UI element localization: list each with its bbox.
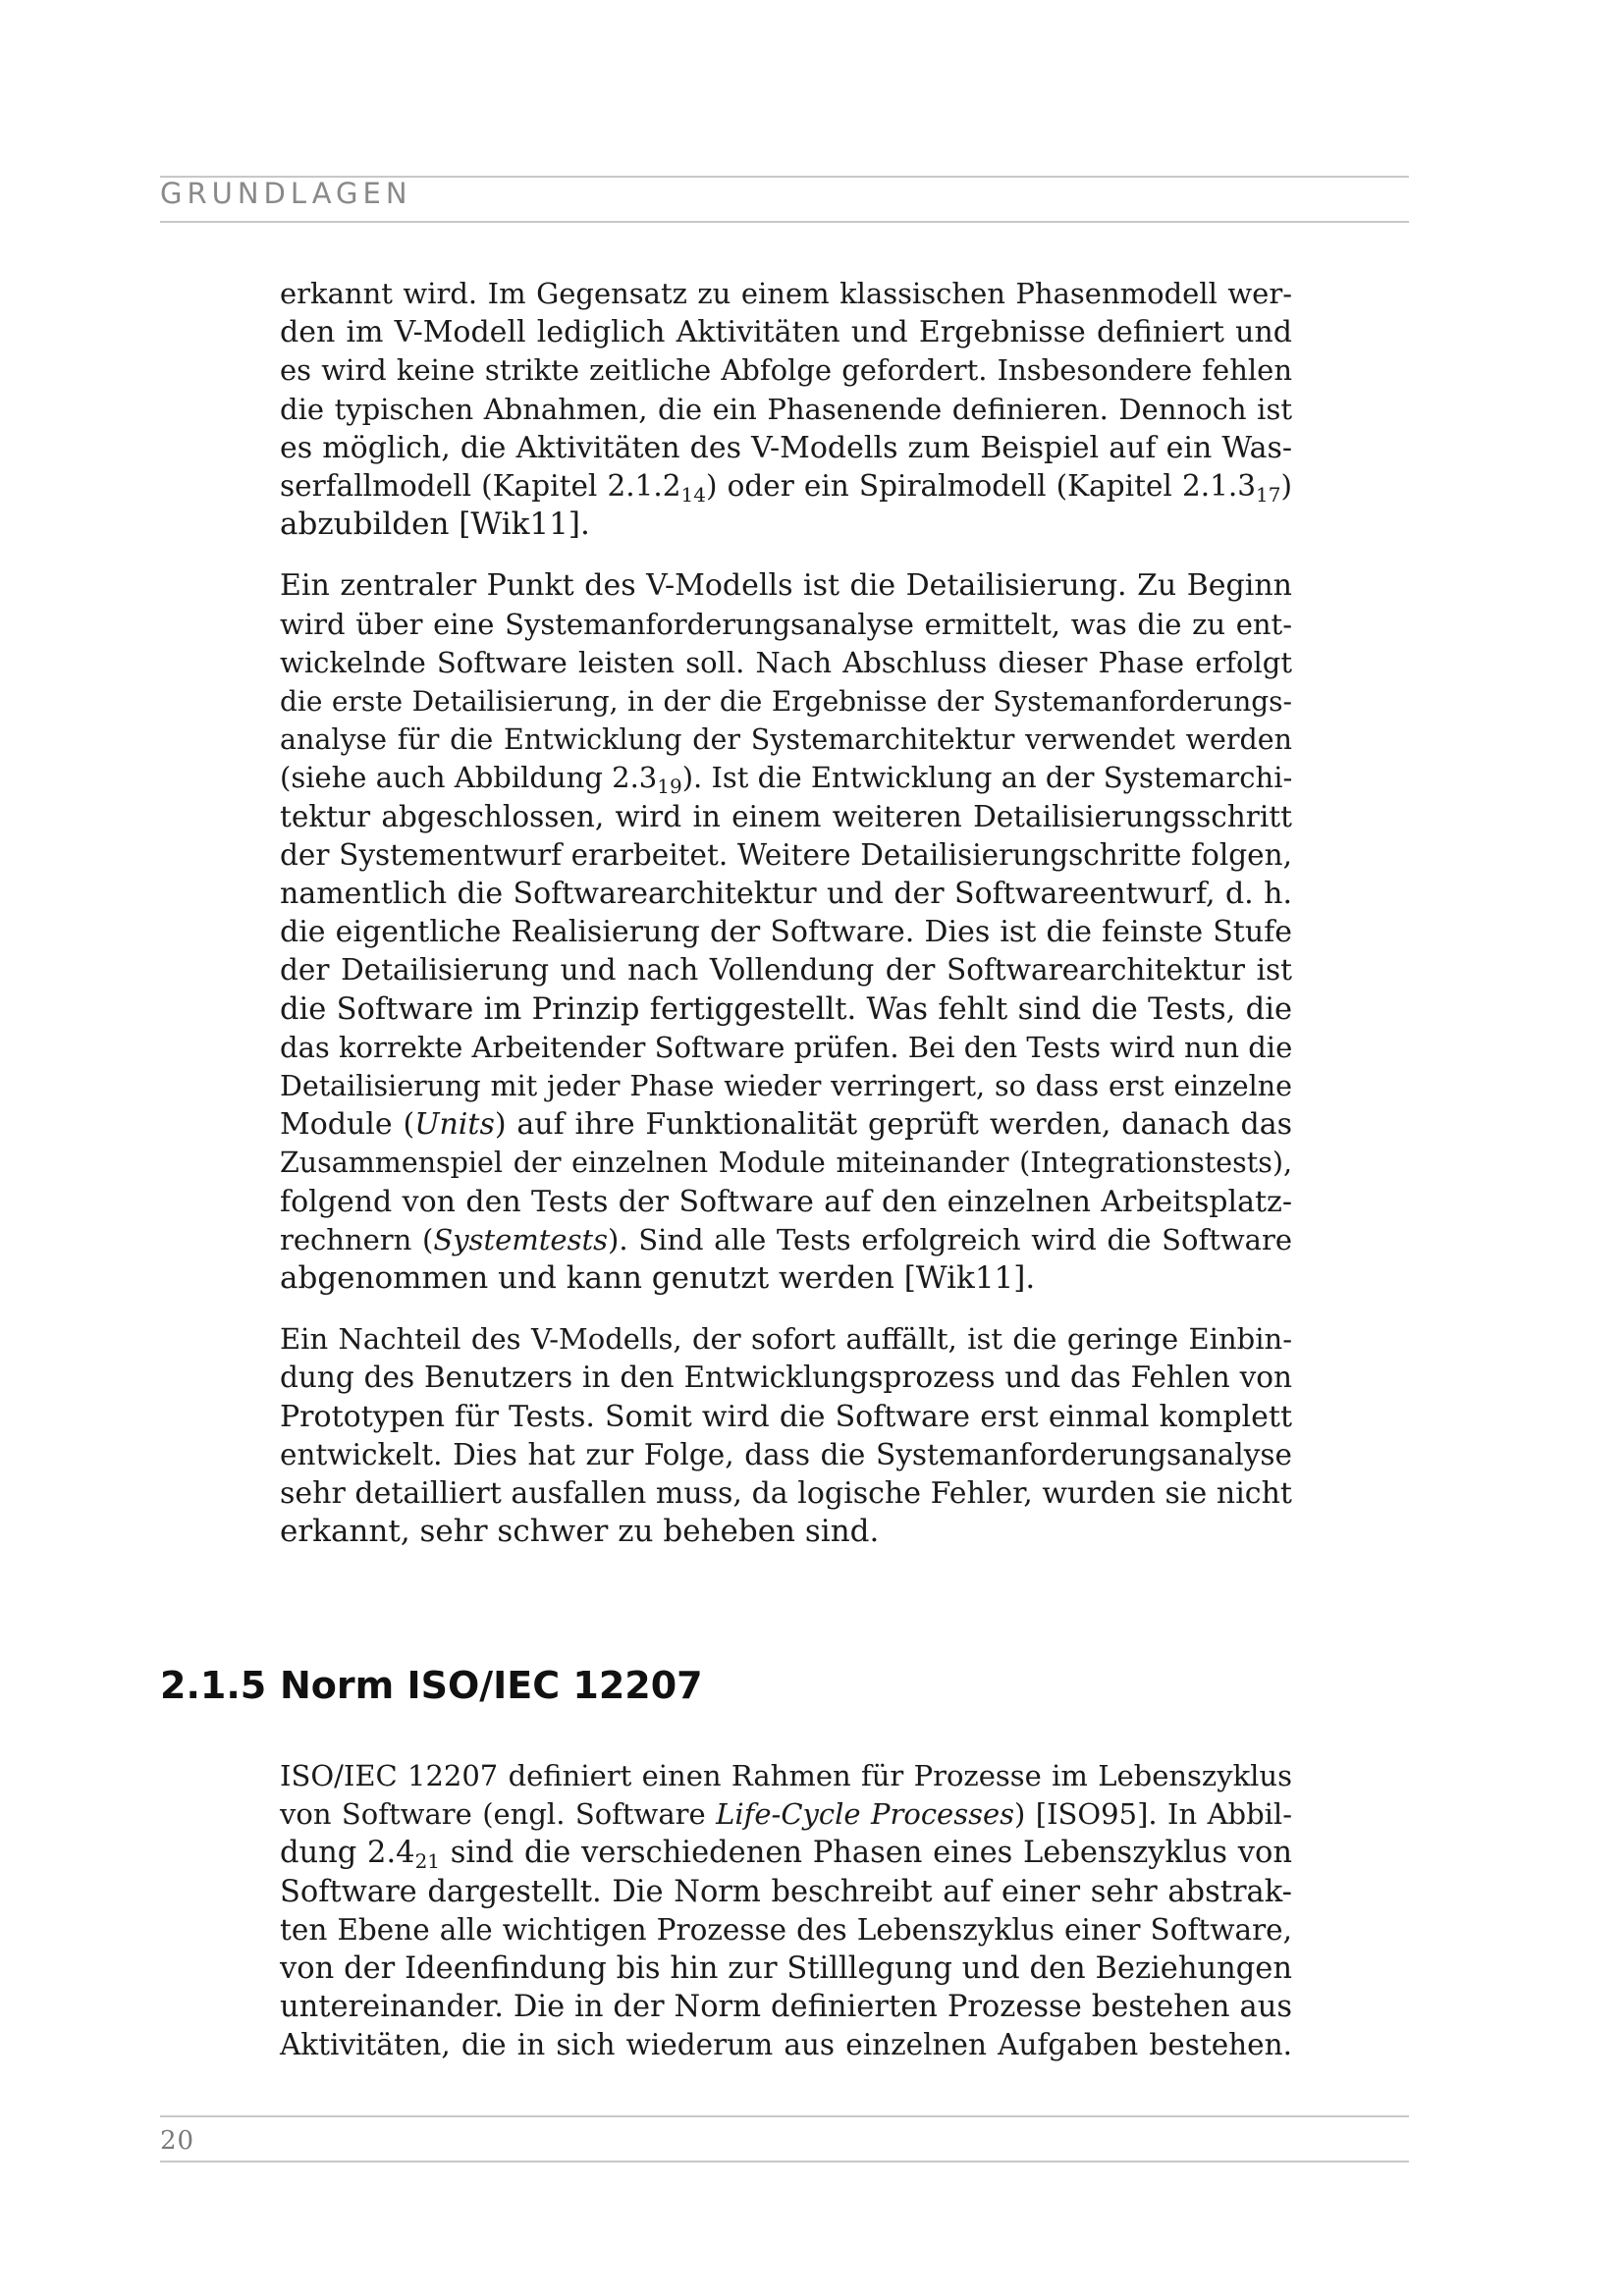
- text-line: sehr detailliert ausfallen muss, da logische Fehler, wurden sie nicht: [280, 1476, 1292, 1512]
- text-line: es wird keine strikte zeitliche Abfolge gefordert. Insbesondere fehlen: [280, 353, 1292, 388]
- text-fragment: Module (: [280, 1107, 415, 1143]
- text-line: erkannt, sehr schwer zu beheben sind.: [280, 1514, 880, 1550]
- text-line: ten Ebene alle wichtigen Prozesse des Lebenszyklus einer Software,: [280, 1912, 1292, 1947]
- text-line: die Software im Prinzip fertiggestellt. Was fehlt sind die Tests, die: [280, 991, 1292, 1027]
- emphasis: Systemtests: [433, 1222, 609, 1256]
- text-line: das korrekte Arbeitender Software prüfen. Bei den Tests wird nun die: [280, 1030, 1293, 1064]
- text-fragment: serfallmodell (Kapitel 2.1.2: [280, 469, 681, 504]
- text-line: namentlich die Softwarearchitektur und der Softwareentwurf, d. h.: [280, 877, 1292, 912]
- text-line: [280, 1834, 1292, 1872]
- text-line: Zusammenspiel der einzelnen Module miteinander (Integrationstests),: [280, 1147, 1292, 1180]
- text-line: Ein zentraler Punkt des V-Modells ist die Detailisierung. Zu Beginn: [280, 568, 1292, 604]
- text-line: erkannt wird. Im Gegensatz zu einem klassischen Phasenmodell wer-: [280, 277, 1292, 310]
- footer-top-rule: [160, 2115, 1409, 2117]
- page-number: 20: [160, 2126, 195, 2156]
- text-fragment: rechnern (: [280, 1222, 434, 1256]
- running-header: GRUNDLAGEN: [160, 177, 412, 210]
- text-line: Prototypen für Tests. Somit wird die Software erst einmal komplett: [280, 1399, 1292, 1434]
- text-fragment: ). Ist die Entwicklung an der Systemarchi-: [681, 761, 1293, 795]
- footer-bottom-rule: [160, 2161, 1409, 2163]
- text-line: [280, 1105, 1292, 1144]
- text-fragment: ): [1280, 469, 1292, 504]
- text-line: [280, 1795, 1292, 1834]
- text-line: Aktivitäten, die in sich wiederum aus einzelnen Aufgaben bestehen.: [280, 2028, 1292, 2062]
- page-reference: 14: [680, 483, 706, 507]
- text-line: Detailisierung mit jeder Phase wieder verringert, so dass erst einzelne: [280, 1070, 1292, 1103]
- text-fragment: (siehe auch Abbildung 2.3: [280, 761, 658, 795]
- text-line: untereinander. Die in der Norm definierten Prozesse bestehen aus: [280, 1990, 1292, 2025]
- text-line: dung des Benutzers in den Entwicklungsprozess und das Fehlen von: [280, 1361, 1292, 1395]
- text-line: die erste Detailisierung, in der die Ergebnisse der Systemanforderungs-: [280, 685, 1292, 719]
- text-fragment: ) oder ein Spiralmodell (Kapitel 2.1.3: [705, 469, 1257, 504]
- page-reference: 21: [414, 1849, 441, 1874]
- section-heading: [160, 1664, 703, 1707]
- text-fragment: sind die verschiedenen Phasen eines Lebenszyklus von: [440, 1836, 1292, 1871]
- emphasis: Units: [414, 1107, 495, 1143]
- emphasis: Life-Cycle Processes: [716, 1797, 1015, 1832]
- page-reference: 19: [657, 774, 682, 799]
- text-line: wird über eine Systemanforderungsanalyse ermittelt, was die zu ent-: [280, 607, 1292, 641]
- text-line: ISO/IEC 12207 definiert einen Rahmen für Prozesse im Lebenszyklus: [280, 1759, 1292, 1792]
- paragraph-2: [280, 566, 1292, 1298]
- text-line: den im V-Modell lediglich Aktivitäten und Ergebnisse definiert und: [280, 315, 1292, 350]
- text-line: folgend von den Tests der Software auf den einzelnen Arbeitsplatz-: [280, 1184, 1292, 1219]
- paragraph-1: [280, 275, 1292, 544]
- text-line: abzubilden [Wik11].: [280, 507, 590, 543]
- text-line: [280, 759, 1292, 797]
- text-line: es möglich, die Aktivitäten des V-Modells zum Beispiel auf ein Was-: [280, 430, 1292, 465]
- text-line: die typischen Abnahmen, die ein Phasenende definieren. Dennoch ist: [280, 392, 1292, 426]
- text-line: entwickelt. Dies hat zur Folge, dass die Systemanforderungsanalyse: [280, 1437, 1292, 1471]
- text-fragment: ) auf ihre Funktionalität geprüft werden, danach das: [494, 1107, 1292, 1143]
- paragraph-4: [280, 1757, 1292, 2065]
- text-line: von der Ideenfindung bis hin zur Stilllegung und den Beziehungen: [280, 1951, 1292, 1987]
- header-bottom-rule: [160, 221, 1409, 223]
- text-line: die eigentliche Realisierung der Software. Dies ist die feinste Stufe: [280, 915, 1292, 950]
- text-line: tektur abgeschlossen, wird in einem weiteren Detailisierungsschritt: [280, 799, 1292, 833]
- text-line: [280, 467, 1292, 506]
- text-fragment: von Software (engl. Software: [280, 1797, 717, 1832]
- body-text-top: [280, 275, 1292, 1575]
- page-reference: 17: [1256, 483, 1281, 507]
- section-title: Norm ISO/IEC 12207: [280, 1664, 703, 1707]
- text-line: Software dargestellt. Die Norm beschreibt auf einer sehr abstrak-: [280, 1874, 1292, 1909]
- text-line: wickelnde Software leisten soll. Nach Abschluss dieser Phase erfolgt: [280, 645, 1292, 679]
- text-line: der Detailisierung und nach Vollendung der Softwarearchitektur ist: [280, 953, 1292, 988]
- paragraph-3: [280, 1320, 1292, 1551]
- text-line: abgenommen und kann genutzt werden [Wik11].: [280, 1260, 1036, 1297]
- text-fragment: ) [ISO95]. In Abbil-: [1014, 1797, 1292, 1832]
- section-number: 2.1.5: [160, 1664, 267, 1707]
- text-fragment: dung 2.4: [280, 1836, 415, 1871]
- text-line: Ein Nachteil des V-Modells, der sofort auffällt, ist die geringe Einbin-: [280, 1322, 1292, 1357]
- text-line: der Systementwurf erarbeitet. Weitere Detailisierungschritte folgen,: [280, 837, 1292, 872]
- body-text-bottom: [280, 1757, 1292, 2088]
- text-line: [280, 1221, 1292, 1259]
- text-fragment: ). Sind alle Tests erfolgreich wird die Software: [608, 1222, 1292, 1256]
- text-line: analyse für die Entwicklung der Systemarchitektur verwendet werden: [280, 723, 1292, 757]
